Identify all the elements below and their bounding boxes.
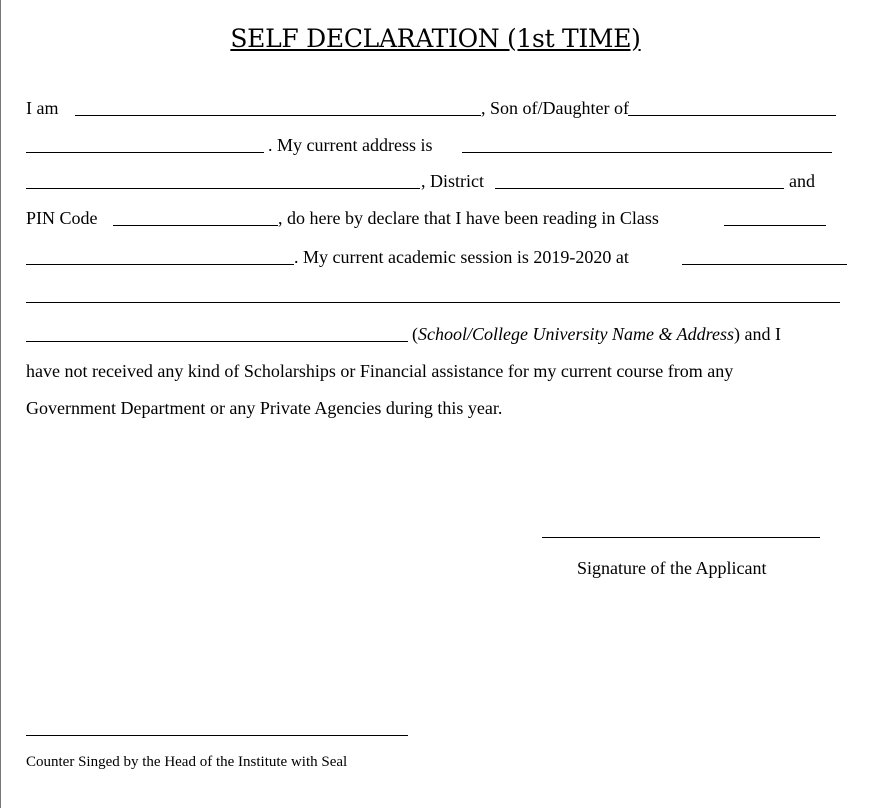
parent-name-blank[interactable]: [628, 115, 836, 116]
declare-label: , do here by declare that I have been reading in Class: [278, 208, 659, 228]
close-paren-and-i: ) and I: [733, 324, 781, 344]
open-paren: (: [412, 324, 418, 344]
institution-blank[interactable]: [682, 264, 847, 265]
address-label: . My current address is: [268, 135, 433, 155]
line-district: [26, 169, 856, 193]
and-label: and: [789, 171, 815, 191]
line-address: [26, 133, 856, 157]
line-session: [26, 245, 856, 269]
son-of-label: , Son of/Daughter of: [481, 98, 629, 118]
i-am-label: I am: [26, 98, 59, 118]
applicant-name-blank[interactable]: [75, 115, 481, 116]
class-blank[interactable]: [724, 225, 826, 226]
line-school-name: [26, 322, 856, 346]
line-government: [26, 396, 856, 420]
government-text: Government Department or any Private Agencies during this year.: [26, 398, 503, 418]
line-scholarship: [26, 359, 866, 383]
applicant-signature-line[interactable]: [542, 537, 820, 538]
institution-cont-blank[interactable]: [26, 302, 840, 303]
document-title: SELF DECLARATION (1st TIME): [230, 24, 641, 53]
pin-code-blank[interactable]: [113, 225, 278, 226]
counter-sign-label: Counter Singed by the Head of the Institute with Seal: [26, 754, 348, 770]
pin-code-label: PIN Code: [26, 208, 98, 228]
line-pin-code: [26, 206, 856, 230]
parent-name-cont-blank[interactable]: [26, 152, 264, 153]
district-blank[interactable]: [495, 188, 784, 189]
address-blank[interactable]: [462, 152, 832, 153]
class-cont-blank[interactable]: [26, 264, 294, 265]
line-name: [26, 96, 856, 120]
applicant-signature-label: Signature of the Applicant: [577, 558, 767, 578]
school-name-italic: School/College University Name & Address: [418, 324, 734, 344]
page-edge: [0, 0, 1, 808]
district-label: , District: [421, 171, 484, 191]
scholarship-text: have not received any kind of Scholarships or Financial assistance for my current course from any: [26, 361, 734, 381]
line-institution-blank: [26, 283, 856, 307]
session-label: . My current academic session is 2019-2020 at: [294, 247, 629, 267]
counter-sign-line[interactable]: [26, 735, 408, 736]
institution-cont2-blank[interactable]: [26, 341, 408, 342]
school-name-note: [412, 322, 781, 346]
address-cont-blank[interactable]: [26, 188, 420, 189]
